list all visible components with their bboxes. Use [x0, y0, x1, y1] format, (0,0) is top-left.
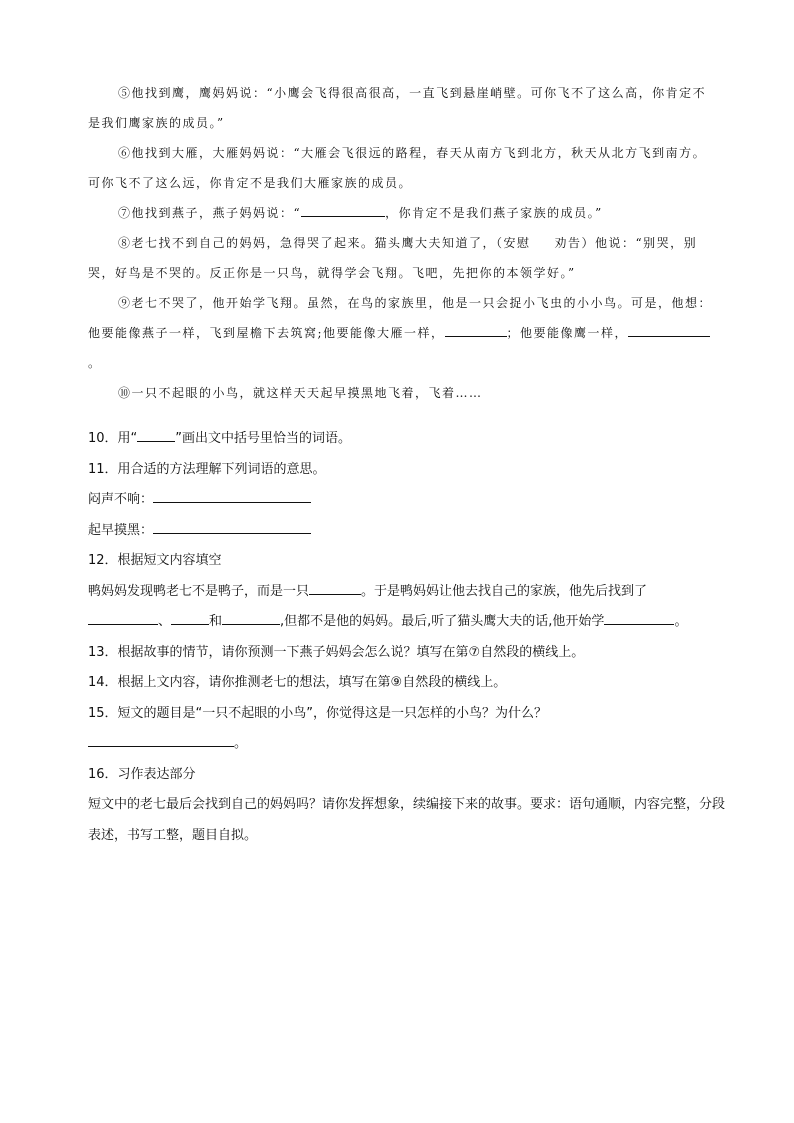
- q12-text-4: 和: [209, 614, 223, 629]
- question-12-line-2: [88, 607, 728, 638]
- paragraph-10: ⑩一只不起眼的小鸟，就这样天天起早摸黑地飞着，飞着……: [118, 386, 483, 400]
- question-16: 16．习作表达部分: [88, 766, 196, 782]
- paragraph-9-start: ⑨老七不哭了，他开始学飞翔。虽然，在鸟的家族里，他是一只会捉小飞虫的小小鸟。可是，他想：他要能像燕子一样，飞到屋檐下去筑窝;他要能像大雁一样，: [88, 296, 713, 340]
- paragraph-7: [88, 198, 718, 228]
- q12-text-3: 、: [158, 614, 172, 629]
- word-1-label: 闷声不响：: [88, 492, 154, 507]
- question-16-text: 短文中的老七最后会找到自己的妈妈吗？请你发挥想象，续编接下来的故事。要求：语句通顺，内容完整，分段表述，书写工整，题目自拟。: [88, 797, 726, 843]
- q12-blank-1[interactable]: [309, 580, 361, 595]
- paragraph-9-middle: ；他要能像鹰一样，: [506, 326, 629, 340]
- paragraph-5: ⑤他找到鹰，鹰妈妈说：“小鹰会飞得很高很高，一直飞到悬崖峭壁。可你飞不了这么高，你肯定不是我们鹰家族的成员。”: [88, 86, 707, 130]
- question-12-line-1: [88, 577, 728, 608]
- q12-text-2: 。于是鸭妈妈让他去找自己的家族，他先后找到了: [361, 583, 648, 599]
- paragraph-8-start: ⑧老七找不到自己的妈妈，急得哭了起来。猫头鹰大夫知道了，（安慰: [118, 236, 531, 250]
- question-10-end: ”画出文中括号里恰当的词语。: [175, 431, 352, 446]
- questions-section: [88, 424, 728, 851]
- word-1-answer-blank[interactable]: [153, 488, 311, 503]
- paragraph-8-end: 劝告）他说：“别哭，别哭，好鸟是不哭的。反正你是一只鸟，就得学会飞翔。飞吧，先把你的本领学好。”: [88, 236, 698, 280]
- question-13: 13．根据故事的情节，请你预测一下燕子妈妈会怎么说？填写在第⑦自然段的横线上。: [88, 644, 585, 660]
- q12-text-5: ,但都不是他的妈妈。最后,听了猫头鹰大夫的话,他开始学: [280, 614, 605, 629]
- paragraph-7-end: ，你肯定不是我们燕子家族的成员。”: [385, 206, 603, 220]
- question-10-start: 10．用“: [88, 431, 138, 446]
- q12-blank-3[interactable]: [171, 610, 209, 625]
- paragraph-9-end: 。: [88, 356, 102, 370]
- paragraph-9: [88, 288, 718, 378]
- q12-blank-4[interactable]: [222, 610, 280, 625]
- question-15-answer-line: [88, 729, 728, 760]
- swallow-answer-blank[interactable]: [301, 202, 385, 217]
- paragraph-7-start: ⑦他找到燕子，燕子妈妈说：“: [118, 206, 302, 220]
- question-14: 14．根据上文内容，请你推测老七的想法，填写在第⑨自然段的横线上。: [88, 675, 507, 690]
- question-10: [88, 424, 728, 455]
- q12-blank-2[interactable]: [88, 610, 158, 625]
- paragraph-6: ⑥他找到大雁，大雁妈妈说：“大雁会飞很远的路程，春天从南方飞到北方，秋天从北方飞到南方。可你飞不了这么远，你肯定不是我们大雁家族的成员。: [88, 146, 707, 190]
- paragraph-8: [88, 228, 718, 288]
- goose-answer-blank[interactable]: [445, 322, 507, 337]
- question-11: 11．用合适的方法理解下列词语的意思。: [88, 461, 326, 477]
- word-2-label: 起早摸黑：: [88, 522, 154, 538]
- question-15: 15．短文的题目是“一只不起眼的小鸟”，你觉得这是一只怎样的小鸟？为什么？: [88, 705, 548, 721]
- underline-sample: [137, 427, 175, 442]
- question-11-word-1: [88, 485, 728, 516]
- question-11-word-2: [88, 516, 728, 547]
- reading-passage: [88, 78, 718, 408]
- q15-end: 。: [234, 736, 248, 751]
- question-12: 12．根据短文内容填空: [88, 553, 222, 568]
- q12-text-6: 。: [674, 614, 688, 629]
- q12-text-1: 鸭妈妈发现鸭老七不是鸭子，而是一只: [88, 583, 310, 599]
- word-2-answer-blank[interactable]: [153, 519, 311, 534]
- q15-answer-blank[interactable]: [88, 732, 234, 747]
- eagle-answer-blank[interactable]: [628, 322, 710, 337]
- q12-blank-5[interactable]: [604, 610, 674, 625]
